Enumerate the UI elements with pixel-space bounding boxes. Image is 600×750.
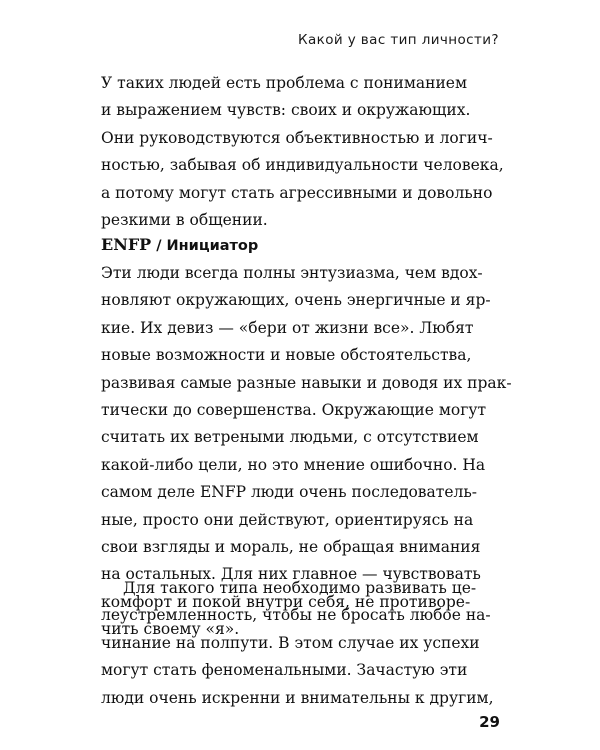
text-line: люди очень искренни и внимательны к другим, [101,688,494,707]
text-line: и выражением чувств: своих и окружающих. [101,101,471,120]
text-line: могут стать феноменальными. Зачастую эти [101,661,468,680]
text-line: новые возможности и новые обстоятельства, [101,346,472,365]
text-line: Для такого типа необходимо развивать це- [123,579,477,597]
text-line: резкими в общении. [101,210,268,229]
text-line: считать их ветреными людьми, с отсутствием [101,428,479,447]
section-title: Инициатор [166,238,259,254]
page-number: 29 [479,713,500,731]
text-line: чить своему «я». [101,620,240,639]
text-line: кие. Их девиз — «бери от жизни все». Любят [101,318,474,337]
text-line: ные, просто они действуют, ориентируясь на [101,510,474,529]
text-line: ностью, забывая об индивидуальности человека, [101,156,504,175]
paragraph-3 [101,575,494,712]
text-line: на остальных. Для них главное — чувствовать [101,565,481,584]
text-line: какой-либо цели, но это мнение ошибочно. На [101,455,486,474]
paragraph-1 [101,70,504,234]
text-line: новляют окружающих, очень энергичные и яр- [101,291,491,310]
running-head: Какой у вас тип личности? [297,32,499,48]
text-line: У таких людей есть проблема с пониманием [101,74,468,92]
text-line: свои взгляды и мораль, не обращая внимания [101,537,481,556]
text-line: Эти люди всегда полны энтузиазма, чем вдох- [101,264,483,282]
section-heading [101,232,258,258]
section-separator: / [156,238,162,254]
text-line: самом деле ENFP люди очень последователь- [101,483,478,502]
text-line: леустремленность, чтобы не бросать любое на- [101,606,491,625]
text-line: тически до совершенства. Окружающие могут [101,400,487,419]
text-line: комфорт и покой внутри себя, не противоре- [101,592,471,611]
text-line: чинание на полпути. В этом случае их успехи [101,633,480,652]
text-line: развивая самые разные навыки и доводя их прак- [101,373,512,392]
text-line: а потому могут стать агрессивными и довольно [101,183,493,202]
text-line: Они руководствуются объективностью и логич- [101,128,493,147]
section-code: ENFP [101,235,152,254]
